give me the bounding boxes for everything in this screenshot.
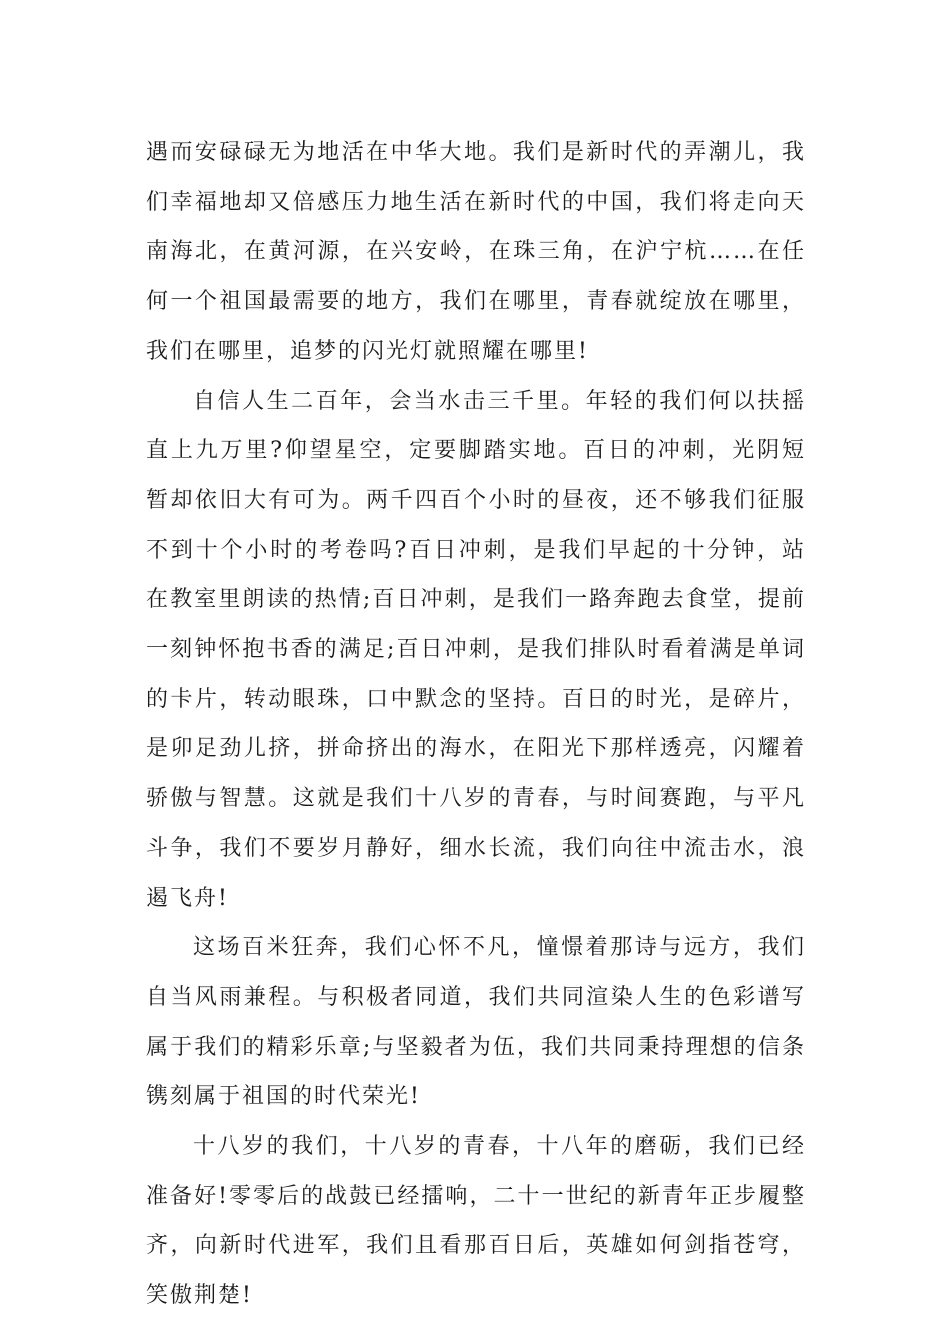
document-body bbox=[146, 128, 806, 1321]
paragraph-2: 自信人生二百年，会当水击三千里。年轻的我们何以扶摇直上九万里?仰望星空，定要脚踏实地。百日的冲刺，光阴短暂却依旧大有可为。两千四百个小时的昼夜，还不够我们征服不到十个小时的考卷吗?百日冲刺，是我们早起的十分钟，站在教室里朗读的热情;百日冲刺，是我们一路奔跑去食堂，提前一刻钟怀抱书香的满足;百日冲刺，是我们排队时看着满是单词的卡片，转动眼珠，口中默念的坚持。百日的时光，是碎片，是卯足劲儿挤，拼命挤出的海水，在阳光下那样透亮，闪耀着骄傲与智慧。这就是我们十八岁的青春，与时间赛跑，与平凡斗争，我们不要岁月静好，细水长流，我们向往中流击水，浪遏飞舟! bbox=[146, 388, 806, 911]
paragraph-3: 这场百米狂奔，我们心怀不凡，憧憬着那诗与远方，我们自当风雨兼程。与积极者同道，我们共同渲染人生的色彩谱写属于我们的精彩乐章;与坚毅者为伍，我们共同秉持理想的信条镌刻属于祖国的时代荣光! bbox=[146, 935, 806, 1110]
paragraph-1: 遇而安碌碌无为地活在中华大地。我们是新时代的弄潮儿，我们幸福地却又倍感压力地生活在新时代的中国，我们将走向天南海北，在黄河源，在兴安岭，在珠三角，在沪宁杭……在任何一个祖国最需要的地方，我们在哪里，青春就绽放在哪里，我们在哪里，追梦的闪光灯就照耀在哪里! bbox=[146, 140, 806, 364]
paragraph-4: 十八岁的我们，十八岁的青春，十八年的磨砺，我们已经准备好!零零后的战鼓已经擂响，二十一世纪的新青年正步履整齐，向新时代进军，我们且看那百日后，英雄如何剑指苍穹，笑傲荆楚! bbox=[146, 1134, 806, 1309]
